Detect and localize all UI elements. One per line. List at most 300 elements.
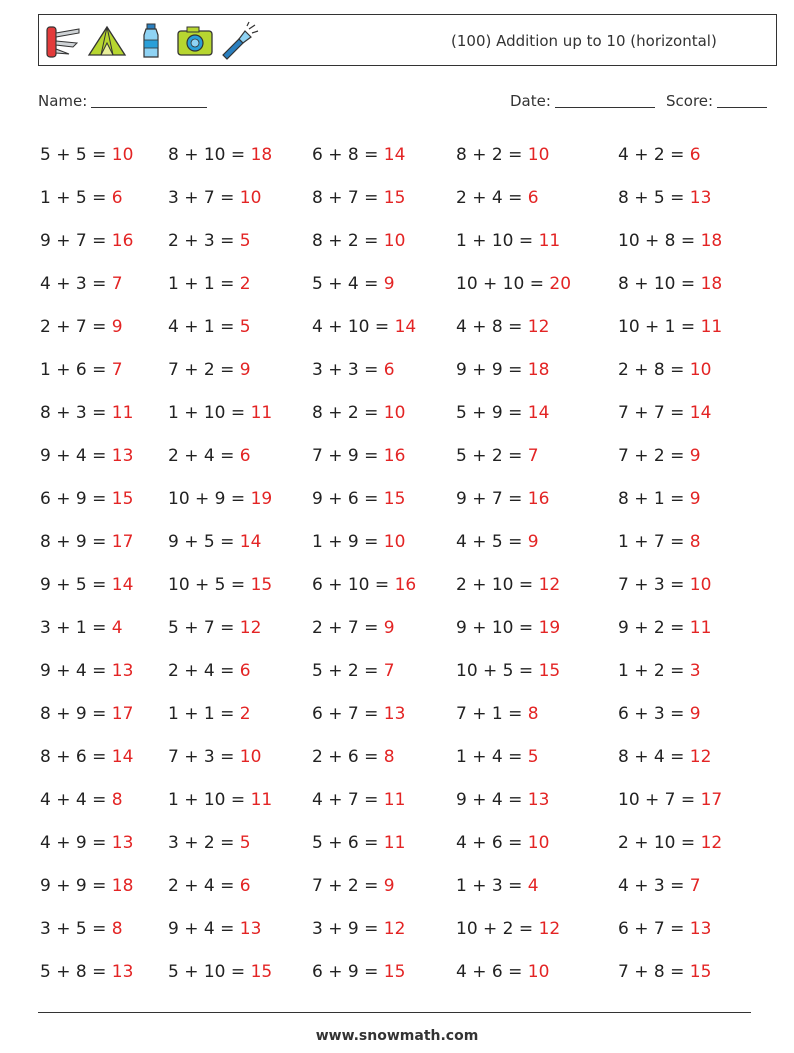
problem-question: 10 + 10 = xyxy=(456,274,550,294)
problem-item xyxy=(168,693,251,736)
problem-item xyxy=(168,177,261,220)
problem-item xyxy=(40,220,133,263)
problem-answer: 13 xyxy=(239,919,262,939)
problem-item xyxy=(618,435,701,478)
problem-item xyxy=(456,392,549,435)
problem-answer: 18 xyxy=(700,274,723,294)
problem-row xyxy=(40,134,780,177)
problem-grid xyxy=(40,134,780,994)
problem-question: 5 + 5 = xyxy=(40,145,112,165)
problem-question: 2 + 8 = xyxy=(618,360,690,380)
problem-item xyxy=(168,263,251,306)
problem-item xyxy=(456,822,549,865)
problem-item xyxy=(456,951,549,994)
problem-question: 10 + 1 = xyxy=(618,317,701,337)
problem-question: 8 + 2 = xyxy=(312,231,384,251)
problem-answer: 16 xyxy=(394,575,417,595)
problem-item xyxy=(40,435,133,478)
problem-question: 1 + 2 = xyxy=(618,661,690,681)
problem-answer: 10 xyxy=(527,833,550,853)
name-field xyxy=(38,92,207,110)
problem-item xyxy=(618,822,722,865)
name-blank[interactable] xyxy=(91,93,207,108)
problem-item xyxy=(40,349,123,392)
problem-question: 9 + 4 = xyxy=(168,919,240,939)
problem-item xyxy=(312,478,405,521)
problem-row xyxy=(40,693,780,736)
problem-row xyxy=(40,220,780,263)
problem-item xyxy=(168,220,251,263)
problem-question: 7 + 7 = xyxy=(618,403,690,423)
problem-row xyxy=(40,779,780,822)
problem-item xyxy=(312,693,405,736)
problem-question: 6 + 7 = xyxy=(618,919,690,939)
problem-answer: 9 xyxy=(527,532,539,552)
problem-item xyxy=(456,349,549,392)
problem-item xyxy=(168,306,251,349)
problem-question: 10 + 7 = xyxy=(618,790,701,810)
problem-answer: 15 xyxy=(689,962,712,982)
problem-item xyxy=(456,220,560,263)
problem-answer: 18 xyxy=(700,231,723,251)
problem-answer: 8 xyxy=(111,919,123,939)
problem-question: 7 + 3 = xyxy=(168,747,240,767)
problem-question: 8 + 4 = xyxy=(618,747,690,767)
problem-answer: 11 xyxy=(250,790,273,810)
problem-answer: 9 xyxy=(383,274,395,294)
problem-question: 5 + 4 = xyxy=(312,274,384,294)
problem-item xyxy=(456,693,539,736)
problem-answer: 12 xyxy=(700,833,723,853)
problem-item xyxy=(168,478,272,521)
problem-item xyxy=(456,177,539,220)
problem-question: 9 + 4 = xyxy=(456,790,528,810)
problem-answer: 13 xyxy=(383,704,406,724)
problem-answer: 9 xyxy=(383,876,395,896)
problem-question: 6 + 10 = xyxy=(312,575,395,595)
problem-answer: 13 xyxy=(111,661,134,681)
problem-item xyxy=(40,736,133,779)
problem-answer: 13 xyxy=(689,919,712,939)
date-label: Date: xyxy=(510,92,551,110)
problem-question: 2 + 4 = xyxy=(168,661,240,681)
problem-item xyxy=(618,736,711,779)
problem-item xyxy=(168,822,251,865)
problem-question: 8 + 5 = xyxy=(618,188,690,208)
problem-answer: 4 xyxy=(111,618,123,638)
problem-item xyxy=(40,263,123,306)
problem-answer: 19 xyxy=(538,618,561,638)
problem-item xyxy=(312,220,405,263)
problem-answer: 12 xyxy=(538,575,561,595)
problem-row xyxy=(40,521,780,564)
problem-item xyxy=(312,779,405,822)
problem-question: 4 + 6 = xyxy=(456,833,528,853)
score-field xyxy=(666,92,767,110)
problem-question: 4 + 7 = xyxy=(312,790,384,810)
problem-row xyxy=(40,478,780,521)
problem-answer: 17 xyxy=(111,532,134,552)
problem-question: 3 + 9 = xyxy=(312,919,384,939)
problem-item xyxy=(456,263,571,306)
footer-divider xyxy=(38,1012,751,1013)
problem-question: 10 + 8 = xyxy=(618,231,701,251)
problem-answer: 8 xyxy=(689,532,701,552)
problem-question: 5 + 9 = xyxy=(456,403,528,423)
problem-answer: 14 xyxy=(111,575,134,595)
problem-answer: 9 xyxy=(239,360,251,380)
problem-row xyxy=(40,349,780,392)
tent-icon xyxy=(87,21,127,61)
problem-question: 9 + 7 = xyxy=(40,231,112,251)
problem-question: 6 + 3 = xyxy=(618,704,690,724)
problem-answer: 11 xyxy=(383,790,406,810)
problem-answer: 5 xyxy=(239,833,251,853)
problem-question: 1 + 1 = xyxy=(168,704,240,724)
problem-item xyxy=(456,607,560,650)
problem-item xyxy=(618,908,711,951)
problem-answer: 7 xyxy=(111,360,123,380)
problem-answer: 14 xyxy=(689,403,712,423)
problem-question: 7 + 2 = xyxy=(312,876,384,896)
problem-answer: 15 xyxy=(250,962,273,982)
problem-item xyxy=(618,392,711,435)
problem-item xyxy=(456,865,539,908)
problem-answer: 8 xyxy=(111,790,123,810)
problem-answer: 15 xyxy=(538,661,561,681)
problem-answer: 20 xyxy=(549,274,572,294)
problem-question: 6 + 8 = xyxy=(312,145,384,165)
problem-row xyxy=(40,263,780,306)
problem-item xyxy=(168,521,261,564)
problem-row xyxy=(40,650,780,693)
problem-question: 4 + 8 = xyxy=(456,317,528,337)
problem-answer: 11 xyxy=(111,403,134,423)
problem-item xyxy=(40,177,123,220)
problem-question: 8 + 7 = xyxy=(312,188,384,208)
problem-answer: 14 xyxy=(527,403,550,423)
problem-answer: 10 xyxy=(689,575,712,595)
problem-question: 1 + 3 = xyxy=(456,876,528,896)
problem-question: 4 + 1 = xyxy=(168,317,240,337)
problem-item xyxy=(312,908,405,951)
problem-item xyxy=(618,951,711,994)
problem-row xyxy=(40,306,780,349)
problem-item xyxy=(40,779,123,822)
problem-answer: 13 xyxy=(111,962,134,982)
problem-question: 2 + 6 = xyxy=(312,747,384,767)
problem-item xyxy=(168,779,272,822)
problem-question: 4 + 2 = xyxy=(618,145,690,165)
problem-item xyxy=(40,693,133,736)
footer-url: www.snowmath.com xyxy=(315,1028,479,1044)
problem-question: 7 + 1 = xyxy=(456,704,528,724)
problem-item xyxy=(312,521,405,564)
problem-question: 10 + 9 = xyxy=(168,489,251,509)
problem-question: 9 + 9 = xyxy=(40,876,112,896)
problem-answer: 2 xyxy=(239,274,251,294)
camera-icon xyxy=(175,21,215,61)
problem-answer: 6 xyxy=(383,360,395,380)
problem-row xyxy=(40,951,780,994)
problem-question: 4 + 3 = xyxy=(40,274,112,294)
name-label: Name: xyxy=(38,92,88,110)
problem-item xyxy=(312,392,405,435)
problem-answer: 9 xyxy=(689,446,701,466)
problem-question: 1 + 10 = xyxy=(168,790,251,810)
problem-item xyxy=(312,349,395,392)
problem-question: 10 + 5 = xyxy=(456,661,539,681)
problem-answer: 15 xyxy=(383,188,406,208)
problem-item xyxy=(168,951,272,994)
problem-row xyxy=(40,392,780,435)
problem-answer: 18 xyxy=(527,360,550,380)
score-blank[interactable] xyxy=(717,93,767,108)
problem-answer: 9 xyxy=(111,317,123,337)
problem-answer: 17 xyxy=(111,704,134,724)
problem-answer: 14 xyxy=(394,317,417,337)
problem-answer: 6 xyxy=(111,188,123,208)
problem-answer: 19 xyxy=(250,489,273,509)
problem-item xyxy=(40,607,123,650)
problem-answer: 11 xyxy=(250,403,273,423)
problem-question: 4 + 6 = xyxy=(456,962,528,982)
water-bottle-icon xyxy=(131,21,171,61)
problem-item xyxy=(312,650,395,693)
problem-answer: 11 xyxy=(383,833,406,853)
problem-answer: 8 xyxy=(383,747,395,767)
problem-item xyxy=(456,478,549,521)
problem-question: 8 + 10 = xyxy=(618,274,701,294)
problem-item xyxy=(618,564,711,607)
problem-question: 3 + 1 = xyxy=(40,618,112,638)
problem-item xyxy=(168,349,251,392)
problem-answer: 5 xyxy=(239,317,251,337)
problem-item xyxy=(40,392,133,435)
problem-answer: 14 xyxy=(383,145,406,165)
problem-answer: 12 xyxy=(383,919,406,939)
problem-question: 6 + 7 = xyxy=(312,704,384,724)
problem-item xyxy=(312,865,395,908)
problem-question: 4 + 10 = xyxy=(312,317,395,337)
date-blank[interactable] xyxy=(555,93,655,108)
problem-question: 7 + 3 = xyxy=(618,575,690,595)
problem-answer: 6 xyxy=(239,876,251,896)
problem-answer: 14 xyxy=(111,747,134,767)
problem-answer: 13 xyxy=(527,790,550,810)
problem-answer: 15 xyxy=(250,575,273,595)
pocket-knife-icon xyxy=(43,21,83,61)
problem-answer: 18 xyxy=(111,876,134,896)
problem-answer: 10 xyxy=(383,403,406,423)
problem-question: 1 + 5 = xyxy=(40,188,112,208)
worksheet-title: (100) Addition up to 10 (horizontal) xyxy=(451,32,717,50)
problem-item xyxy=(312,564,416,607)
problem-answer: 7 xyxy=(527,446,539,466)
problem-answer: 10 xyxy=(239,747,262,767)
problem-item xyxy=(40,822,133,865)
problem-item xyxy=(40,865,133,908)
problem-item xyxy=(312,951,405,994)
problem-answer: 11 xyxy=(538,231,561,251)
problem-answer: 7 xyxy=(111,274,123,294)
problem-answer: 12 xyxy=(239,618,262,638)
problem-row xyxy=(40,822,780,865)
problem-item xyxy=(168,736,261,779)
problem-question: 2 + 10 = xyxy=(456,575,539,595)
problem-question: 8 + 2 = xyxy=(456,145,528,165)
problem-answer: 8 xyxy=(527,704,539,724)
problem-answer: 10 xyxy=(383,231,406,251)
problem-answer: 16 xyxy=(383,446,406,466)
problem-row xyxy=(40,564,780,607)
problem-row xyxy=(40,908,780,951)
problem-question: 5 + 10 = xyxy=(168,962,251,982)
problem-item xyxy=(40,650,133,693)
problem-answer: 9 xyxy=(689,704,701,724)
problem-question: 4 + 5 = xyxy=(456,532,528,552)
problem-question: 7 + 8 = xyxy=(618,962,690,982)
problem-answer: 7 xyxy=(689,876,701,896)
problem-item xyxy=(312,177,405,220)
problem-question: 6 + 9 = xyxy=(312,962,384,982)
problem-question: 9 + 6 = xyxy=(312,489,384,509)
problem-row xyxy=(40,435,780,478)
problem-item xyxy=(456,779,549,822)
problem-item xyxy=(618,134,701,177)
problem-question: 3 + 3 = xyxy=(312,360,384,380)
problem-question: 10 + 2 = xyxy=(456,919,539,939)
problem-question: 5 + 8 = xyxy=(40,962,112,982)
problem-question: 6 + 9 = xyxy=(40,489,112,509)
problem-question: 2 + 3 = xyxy=(168,231,240,251)
problem-item xyxy=(40,908,123,951)
date-field xyxy=(510,92,655,110)
problem-question: 5 + 2 = xyxy=(312,661,384,681)
problem-answer: 15 xyxy=(111,489,134,509)
problem-item xyxy=(618,177,711,220)
problem-question: 3 + 7 = xyxy=(168,188,240,208)
problem-question: 2 + 4 = xyxy=(456,188,528,208)
problem-item xyxy=(168,650,251,693)
problem-answer: 13 xyxy=(689,188,712,208)
score-label: Score: xyxy=(666,92,714,110)
problem-question: 2 + 4 = xyxy=(168,876,240,896)
problem-question: 3 + 5 = xyxy=(40,919,112,939)
problem-item xyxy=(618,693,701,736)
problem-item xyxy=(40,306,123,349)
problem-answer: 10 xyxy=(239,188,262,208)
problem-item xyxy=(618,349,711,392)
problem-question: 5 + 2 = xyxy=(456,446,528,466)
problem-item xyxy=(456,134,549,177)
problem-answer: 9 xyxy=(383,618,395,638)
problem-question: 2 + 4 = xyxy=(168,446,240,466)
problem-question: 2 + 10 = xyxy=(618,833,701,853)
problem-answer: 9 xyxy=(689,489,701,509)
problem-answer: 10 xyxy=(111,145,134,165)
problem-answer: 5 xyxy=(239,231,251,251)
problem-answer: 10 xyxy=(383,532,406,552)
problem-item xyxy=(168,607,261,650)
problem-question: 7 + 2 = xyxy=(168,360,240,380)
problem-question: 9 + 4 = xyxy=(40,661,112,681)
problem-question: 9 + 10 = xyxy=(456,618,539,638)
problem-answer: 12 xyxy=(538,919,561,939)
problem-item xyxy=(40,521,133,564)
problem-question: 9 + 5 = xyxy=(168,532,240,552)
problem-answer: 11 xyxy=(689,618,712,638)
problem-item xyxy=(456,908,560,951)
problem-row xyxy=(40,865,780,908)
problem-answer: 12 xyxy=(527,317,550,337)
problem-answer: 16 xyxy=(527,489,550,509)
problem-answer: 15 xyxy=(383,489,406,509)
problem-question: 1 + 10 = xyxy=(168,403,251,423)
problem-question: 4 + 3 = xyxy=(618,876,690,896)
problem-row xyxy=(40,177,780,220)
problem-item xyxy=(456,306,549,349)
problem-question: 7 + 9 = xyxy=(312,446,384,466)
header-box xyxy=(38,14,777,66)
problem-answer: 3 xyxy=(689,661,701,681)
problem-answer: 10 xyxy=(527,145,550,165)
problem-question: 9 + 9 = xyxy=(456,360,528,380)
problem-item xyxy=(618,220,722,263)
problem-answer: 13 xyxy=(111,833,134,853)
problem-question: 4 + 9 = xyxy=(40,833,112,853)
problem-question: 8 + 1 = xyxy=(618,489,690,509)
problem-row xyxy=(40,736,780,779)
problem-answer: 10 xyxy=(527,962,550,982)
problem-item xyxy=(618,263,722,306)
problem-item xyxy=(312,306,416,349)
problem-answer: 7 xyxy=(383,661,395,681)
problem-answer: 4 xyxy=(527,876,539,896)
problem-item xyxy=(618,607,711,650)
problem-item xyxy=(312,607,395,650)
problem-item xyxy=(456,736,539,779)
problem-question: 1 + 7 = xyxy=(618,532,690,552)
problem-item xyxy=(618,650,701,693)
problem-question: 4 + 4 = xyxy=(40,790,112,810)
problem-item xyxy=(168,865,251,908)
problem-question: 2 + 7 = xyxy=(40,317,112,337)
problem-answer: 6 xyxy=(527,188,539,208)
problem-question: 1 + 4 = xyxy=(456,747,528,767)
problem-question: 9 + 2 = xyxy=(618,618,690,638)
problem-question: 1 + 1 = xyxy=(168,274,240,294)
problem-question: 8 + 6 = xyxy=(40,747,112,767)
problem-question: 9 + 5 = xyxy=(40,575,112,595)
problem-answer: 12 xyxy=(689,747,712,767)
problem-item xyxy=(618,521,701,564)
problem-question: 1 + 10 = xyxy=(456,231,539,251)
problem-item xyxy=(618,306,722,349)
problem-item xyxy=(168,134,272,177)
problem-question: 1 + 9 = xyxy=(312,532,384,552)
problem-question: 8 + 2 = xyxy=(312,403,384,423)
problem-answer: 6 xyxy=(689,145,701,165)
problem-answer: 13 xyxy=(111,446,134,466)
problem-answer: 11 xyxy=(700,317,723,337)
problem-item xyxy=(456,521,539,564)
problem-item xyxy=(40,134,133,177)
problem-item xyxy=(312,822,405,865)
problem-item xyxy=(312,134,405,177)
problem-question: 5 + 6 = xyxy=(312,833,384,853)
problem-answer: 17 xyxy=(700,790,723,810)
